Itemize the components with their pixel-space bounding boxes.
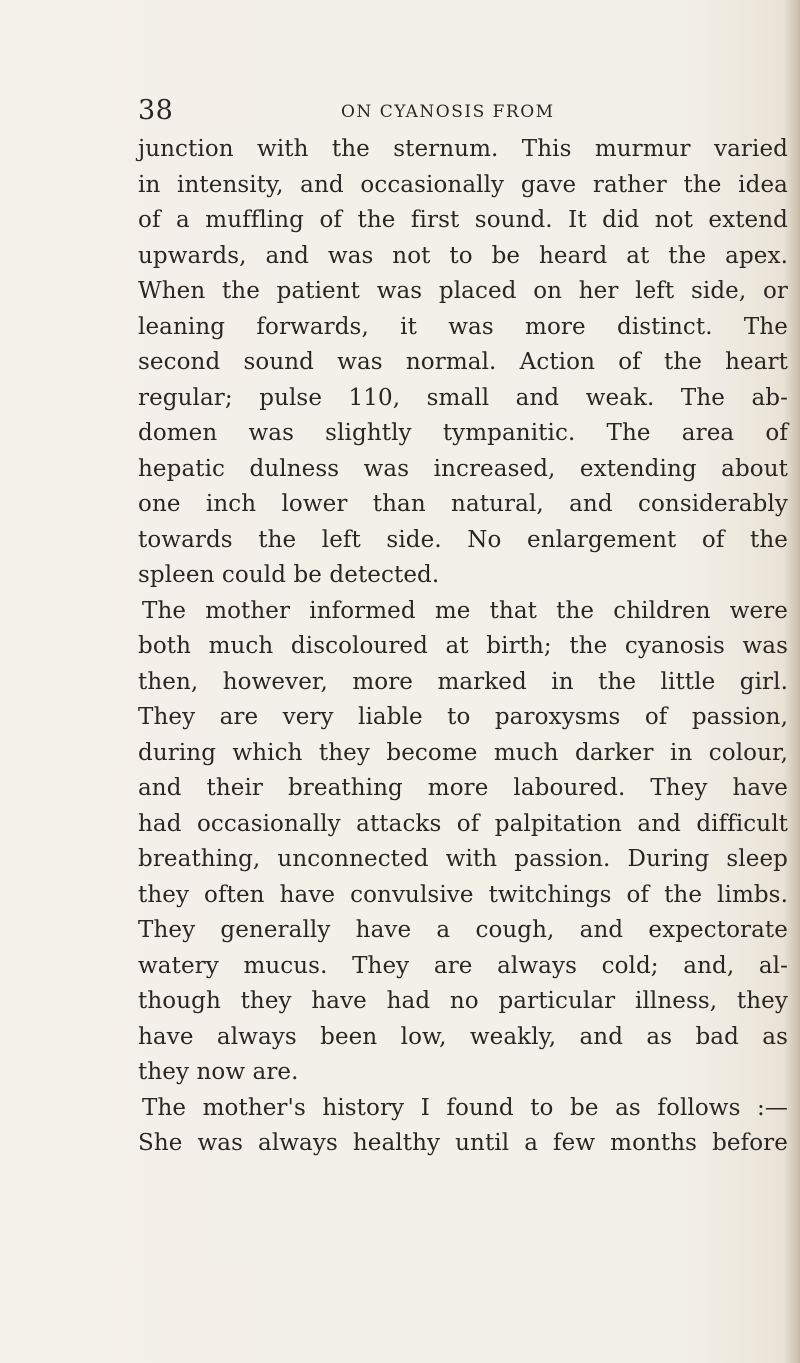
text-line: second sound was normal. Action of the heart [138, 349, 788, 375]
text-line: The mother's history I found to be as follows :— [142, 1094, 788, 1121]
text-line: When the patient was placed on her left side, or [138, 278, 788, 304]
text-line: upwards, and was not to be heard at the apex. [138, 242, 788, 269]
page-number: 38 [138, 95, 174, 126]
text-line: breathing, unconnected with passion. During sleep [138, 846, 788, 872]
text-line: then, however, more marked in the little girl. [138, 668, 788, 695]
text-line: they now are. [138, 1059, 299, 1085]
text-line: They are very liable to paroxysms of passion, [138, 704, 788, 730]
text-line: both much discoloured at birth; the cyanosis was [138, 633, 788, 659]
text-line: of a muffling of the first sound. It did not extend [138, 207, 788, 233]
text-line: regular; pulse 110, small and weak. The ab- [138, 384, 788, 411]
running-head [138, 94, 788, 128]
text-line: had occasionally attacks of palpitation and difficult [138, 810, 788, 837]
text-line: they often have convulsive twitchings of the limbs. [138, 881, 788, 908]
text-line: The mother informed me that the children were [142, 597, 788, 624]
text-line: one inch lower than natural, and considerably [138, 491, 788, 517]
body-text [138, 132, 788, 1162]
text-line: hepatic dulness was increased, extending about [138, 455, 788, 482]
text-line: spleen could be detected. [138, 562, 440, 588]
text-line: She was always healthy until a few months before [138, 1130, 788, 1156]
text-line: though they have had no particular illness, they [138, 988, 788, 1014]
text-line: towards the left side. No enlargement of the [138, 526, 788, 553]
text-line: and their breathing more laboured. They have [138, 775, 788, 801]
text-line: They generally have a cough, and expectorate [138, 917, 788, 943]
text-line: leaning forwards, it was more distinct. The [138, 313, 788, 340]
text-line: junction with the sternum. This murmur varied [138, 136, 788, 162]
text-line: domen was slightly tympanitic. The area of [138, 420, 788, 446]
text-line: during which they become much darker in colour, [138, 739, 788, 766]
text-line: have always been low, weakly, and as bad as [138, 1023, 788, 1050]
text-line: watery mucus. They are always cold; and, al- [138, 952, 788, 979]
running-title: ON CYANOSIS FROM [341, 102, 555, 122]
text-line: in intensity, and occasionally gave rather the idea [138, 171, 788, 198]
